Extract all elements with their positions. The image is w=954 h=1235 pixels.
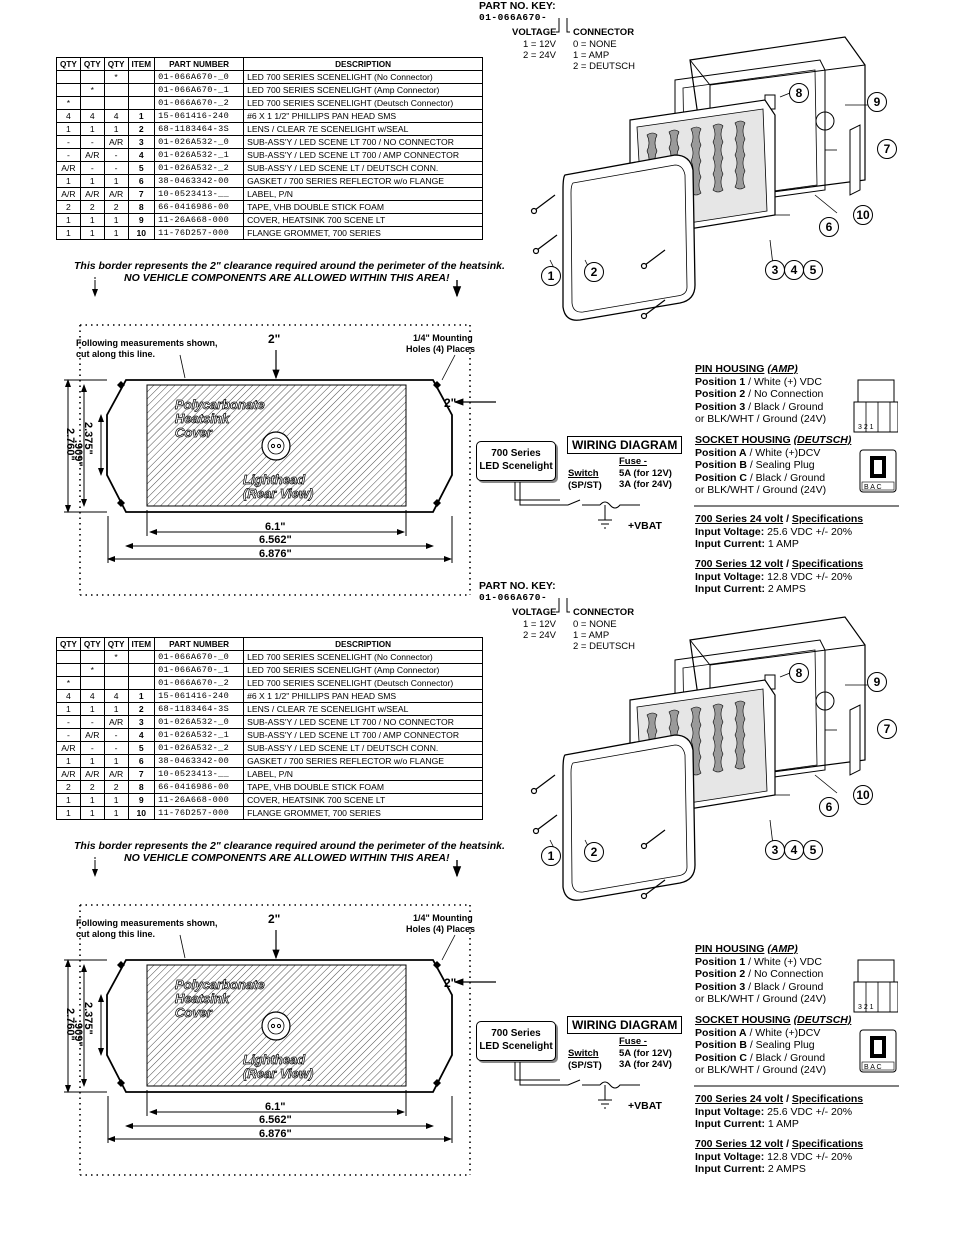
mounting-note-line-2: Holes (4) Places xyxy=(406,344,476,354)
table-cell: 1 xyxy=(104,755,128,768)
table-cell: * xyxy=(104,71,128,84)
table-row xyxy=(57,729,483,742)
callout-1: 1 xyxy=(541,846,561,866)
table-cell xyxy=(128,664,155,677)
table-cell: 1 xyxy=(104,214,128,227)
exploded-assembly-drawing xyxy=(525,25,925,325)
table-cell: 01-026A532-_2 xyxy=(155,742,244,755)
table-row xyxy=(57,742,483,755)
table-cell: 11-76D257-000 xyxy=(155,807,244,820)
table-cell: 1 xyxy=(80,703,104,716)
instruction-sheet-2 xyxy=(0,580,954,1180)
table-row xyxy=(57,149,483,162)
table-cell: * xyxy=(57,677,81,690)
table-cell: 1 xyxy=(104,123,128,136)
table-cell xyxy=(104,677,128,690)
table-cell: LABEL, P/N xyxy=(244,188,483,201)
pin-housing-amp: PIN HOUSING (AMP) Position 1 / White (+) VDC Position 2 / No Connection Position 3 / Black / Ground or BLK/WHT / Ground (24V) xyxy=(695,363,827,425)
table-cell: 11-26A668-000 xyxy=(155,214,244,227)
instruction-sheet-1 xyxy=(0,0,954,600)
column-header: ITEM xyxy=(128,638,155,651)
connector-option-2: 2 = DEUTSCH xyxy=(573,641,636,652)
table-cell xyxy=(80,677,104,690)
connector-option-0: 0 = NONE xyxy=(573,39,617,50)
scenelight-unit-box: 700 Series LED Scenelight xyxy=(476,1021,556,1061)
table-cell: - xyxy=(80,162,104,175)
table-cell: - xyxy=(104,729,128,742)
lighthead-label: Lighthead (Rear View) xyxy=(243,1052,314,1081)
callout-4: 4 xyxy=(784,840,804,860)
callout-6: 6 xyxy=(819,797,839,817)
voltage-option-1: 1 = 12V xyxy=(523,39,557,50)
column-header: QTY xyxy=(80,58,104,71)
table-row xyxy=(57,768,483,781)
table-cell: 38-0463342-00 xyxy=(155,175,244,188)
column-header: DESCRIPTION xyxy=(244,58,483,71)
table-cell: 2 xyxy=(104,781,128,794)
table-cell: 1 xyxy=(80,214,104,227)
table-cell: 01-066A670-_1 xyxy=(155,84,244,97)
table-cell: A/R xyxy=(104,716,128,729)
clearance-side-label: 2" xyxy=(444,396,457,410)
table-cell: 1 xyxy=(104,807,128,820)
table-cell: 1 xyxy=(80,755,104,768)
callout-1: 1 xyxy=(541,266,561,286)
table-cell: A/R xyxy=(57,768,81,781)
part-key-number: 01-066A670- xyxy=(479,592,548,603)
cover-label: Polycarbonate Heatsink Cover xyxy=(175,397,265,440)
clearance-warning: NO VEHICLE COMPONENTS ARE ALLOWED WITHIN THIS AREA! xyxy=(124,852,450,864)
table-cell: 15-061416-240 xyxy=(155,110,244,123)
table-cell: 8 xyxy=(128,201,155,214)
table-cell: 1 xyxy=(104,175,128,188)
width-6-876: 6.876" xyxy=(259,1128,292,1140)
table-row xyxy=(57,123,483,136)
table-cell: * xyxy=(80,84,104,97)
callout-3: 3 xyxy=(765,840,785,860)
part-key-number: 01-066A670- xyxy=(479,12,548,23)
parts-table xyxy=(56,57,483,240)
table-cell: LED 700 SERIES SCENELIGHT (Amp Connector) xyxy=(244,664,483,677)
lighthead-label: Lighthead (Rear View) xyxy=(243,472,314,501)
table-cell: 01-066A670-_0 xyxy=(155,71,244,84)
mounting-note-line-2: Holes (4) Places xyxy=(406,924,476,934)
spec-divider xyxy=(694,505,899,508)
column-header: PART NUMBER xyxy=(155,58,244,71)
table-row xyxy=(57,188,483,201)
table-cell: 1 xyxy=(80,227,104,240)
callout-8: 8 xyxy=(789,83,809,103)
table-cell: TAPE, VHB DOUBLE STICK FOAM xyxy=(244,201,483,214)
column-header: QTY xyxy=(104,638,128,651)
table-cell: * xyxy=(57,97,81,110)
table-row xyxy=(57,110,483,123)
table-cell: 10-0523413-__ xyxy=(155,188,244,201)
deutsch-pin-letters: B A C xyxy=(864,484,882,491)
table-cell xyxy=(104,97,128,110)
table-cell: - xyxy=(57,136,81,149)
table-cell: 1 xyxy=(104,703,128,716)
width-6-1: 6.1" xyxy=(265,1101,286,1113)
cut-note-line-1: Following measurements shown, xyxy=(76,338,218,348)
table-cell: 10 xyxy=(128,227,155,240)
table-cell: - xyxy=(104,162,128,175)
clearance-side-label: 2" xyxy=(444,976,457,990)
table-cell: SUB-ASS'Y / LED SCENE LT / DEUTSCH CONN. xyxy=(244,742,483,755)
table-row xyxy=(57,807,483,820)
cover-label: Polycarbonate Heatsink Cover xyxy=(175,977,265,1020)
table-cell: 01-066A670-_1 xyxy=(155,664,244,677)
table-cell: A/R xyxy=(57,742,81,755)
table-cell: - xyxy=(57,149,81,162)
table-cell: 8 xyxy=(128,781,155,794)
height-909: .909" xyxy=(72,1020,84,1047)
table-cell xyxy=(57,651,81,664)
scenelight-unit-box: 700 Series LED Scenelight xyxy=(476,441,556,481)
spec-24v: 700 Series 24 volt / Specifications Input Voltage: 25.6 VDC +/- 20% Input Current: 1 AMP xyxy=(695,513,864,550)
table-cell: 2 xyxy=(128,123,155,136)
table-row xyxy=(57,716,483,729)
width-6-562: 6.562" xyxy=(259,1114,292,1126)
parts-table-header xyxy=(57,58,483,71)
wiring-diagram-title: WIRING DIAGRAM xyxy=(567,436,682,454)
table-cell: 4 xyxy=(104,110,128,123)
table-cell xyxy=(57,664,81,677)
height-909: .909" xyxy=(72,440,84,467)
connector-option-1: 1 = AMP xyxy=(573,630,610,641)
table-cell: A/R xyxy=(80,188,104,201)
table-cell: * xyxy=(80,664,104,677)
socket-housing-deutsch: SOCKET HOUSING (DEUTSCH) Position A / White (+)DCV Position B / Sealing Plug Position C / Black / Ground or BLK/WHT / Ground (24V) xyxy=(695,434,852,496)
height-2-760: 2.760" xyxy=(64,428,76,461)
table-cell: - xyxy=(104,149,128,162)
table-row xyxy=(57,664,483,677)
table-cell: 4 xyxy=(104,690,128,703)
table-cell: 01-066A670-_0 xyxy=(155,651,244,664)
table-cell xyxy=(80,97,104,110)
table-cell: 4 xyxy=(128,149,155,162)
cut-note-line-1: Following measurements shown, xyxy=(76,918,218,928)
clearance-warning: NO VEHICLE COMPONENTS ARE ALLOWED WITHIN THIS AREA! xyxy=(124,272,450,284)
width-6-562: 6.562" xyxy=(259,534,292,546)
table-cell: A/R xyxy=(80,729,104,742)
table-cell: SUB-ASS'Y / LED SCENE LT 700 / AMP CONNECTOR xyxy=(244,729,483,742)
spec-12v: 700 Series 12 volt / Specifications Input Voltage: 12.8 VDC +/- 20% Input Current: 2 AMPS xyxy=(695,558,864,595)
amp-pin-numbers: 3 2 1 xyxy=(858,1004,874,1011)
table-cell: LED 700 SERIES SCENELIGHT (No Connector) xyxy=(244,651,483,664)
table-cell: A/R xyxy=(104,136,128,149)
parts-table-header xyxy=(57,638,483,651)
table-cell: 6 xyxy=(128,755,155,768)
amp-pin-numbers: 3 2 1 xyxy=(858,424,874,431)
table-cell: 5 xyxy=(128,742,155,755)
height-2-375: 2.375" xyxy=(82,422,94,455)
spec-12v: 700 Series 12 volt / Specifications Input Voltage: 12.8 VDC +/- 20% Input Current: 2 AMPS xyxy=(695,1138,864,1175)
table-cell: 2 xyxy=(57,201,81,214)
table-row xyxy=(57,794,483,807)
vbat-label: +VBAT xyxy=(628,1100,662,1112)
table-cell: 66-0416986-00 xyxy=(155,201,244,214)
table-cell: SUB-ASS'Y / LED SCENE LT / DEUTSCH CONN. xyxy=(244,162,483,175)
table-cell: 01-026A532-_1 xyxy=(155,729,244,742)
voltage-label: VOLTAGE xyxy=(512,27,557,38)
table-cell: SUB-ASS'Y / LED SCENE LT 700 / AMP CONNECTOR xyxy=(244,149,483,162)
column-header: PART NUMBER xyxy=(155,638,244,651)
table-cell: SUB-ASS'Y / LED SCENE LT 700 / NO CONNECTOR xyxy=(244,136,483,149)
parts-table-body xyxy=(57,71,483,240)
socket-housing-deutsch: SOCKET HOUSING (DEUTSCH) Position A / White (+)DCV Position B / Sealing Plug Position C / Black / Ground or BLK/WHT / Ground (24V) xyxy=(695,1014,852,1076)
table-cell: 1 xyxy=(57,214,81,227)
voltage-option-2: 2 = 24V xyxy=(523,630,557,641)
table-cell: 6 xyxy=(128,175,155,188)
table-row xyxy=(57,227,483,240)
column-header: DESCRIPTION xyxy=(244,638,483,651)
spec-24v: 700 Series 24 volt / Specifications Input Voltage: 25.6 VDC +/- 20% Input Current: 1 AMP xyxy=(695,1093,864,1130)
connector-option-0: 0 = NONE xyxy=(573,619,617,630)
table-cell: A/R xyxy=(104,768,128,781)
table-row xyxy=(57,136,483,149)
table-cell: 68-1183464-3S xyxy=(155,123,244,136)
column-header: QTY xyxy=(80,638,104,651)
callout-2: 2 xyxy=(584,262,604,282)
table-row xyxy=(57,84,483,97)
table-cell: 01-026A532-_1 xyxy=(155,149,244,162)
clearance-note: This border represents the 2" clearance required around the perimeter of the heatsink. xyxy=(74,260,505,272)
connector-option-2: 2 = DEUTSCH xyxy=(573,61,636,72)
switch-label: Switch (SP/ST) xyxy=(568,1048,602,1071)
column-header: QTY xyxy=(104,58,128,71)
connector-label: CONNECTOR xyxy=(573,607,635,618)
callout-7: 7 xyxy=(877,719,897,739)
table-cell xyxy=(80,71,104,84)
table-cell: A/R xyxy=(80,149,104,162)
table-cell: 01-026A532-_2 xyxy=(155,162,244,175)
table-row xyxy=(57,214,483,227)
fuse-label: Fuse - 5A (for 12V) 3A (for 24V) xyxy=(619,456,672,490)
table-cell: LENS / CLEAR 7E SCENELIGHT w/SEAL xyxy=(244,703,483,716)
wiring-diagram-title: WIRING DIAGRAM xyxy=(567,1016,682,1034)
width-6-876: 6.876" xyxy=(259,548,292,560)
parts-table-body xyxy=(57,651,483,820)
voltage-option-2: 2 = 24V xyxy=(523,50,557,61)
table-cell: LED 700 SERIES SCENELIGHT (No Connector) xyxy=(244,71,483,84)
table-cell: * xyxy=(104,651,128,664)
table-cell: GASKET / 700 SERIES REFLECTOR w/o FLANGE xyxy=(244,755,483,768)
table-cell: 38-0463342-00 xyxy=(155,755,244,768)
height-2-375: 2.375" xyxy=(82,1002,94,1035)
table-cell: 3 xyxy=(128,716,155,729)
table-cell: 1 xyxy=(104,794,128,807)
table-cell xyxy=(80,651,104,664)
table-cell: 2 xyxy=(57,781,81,794)
table-cell: GASKET / 700 SERIES REFLECTOR w/o FLANGE xyxy=(244,175,483,188)
table-cell: 01-026A532-_0 xyxy=(155,136,244,149)
table-cell: A/R xyxy=(57,188,81,201)
cut-note-line-2: cut along this line. xyxy=(76,929,156,939)
deutsch-pin-letters: B A C xyxy=(864,1064,882,1071)
table-cell: A/R xyxy=(104,188,128,201)
table-cell: 1 xyxy=(57,755,81,768)
table-cell: 66-0416986-00 xyxy=(155,781,244,794)
column-header: QTY xyxy=(57,58,81,71)
table-cell: 4 xyxy=(57,110,81,123)
callout-3: 3 xyxy=(765,260,785,280)
width-6-1: 6.1" xyxy=(265,521,286,533)
table-cell: 1 xyxy=(57,794,81,807)
table-cell xyxy=(104,84,128,97)
table-cell: - xyxy=(57,729,81,742)
table-cell: 01-066A670-_2 xyxy=(155,677,244,690)
parts-table xyxy=(56,637,483,820)
table-cell: 4 xyxy=(128,729,155,742)
callout-9: 9 xyxy=(867,672,887,692)
table-cell: 1 xyxy=(57,175,81,188)
table-cell: 3 xyxy=(128,136,155,149)
table-row xyxy=(57,201,483,214)
table-cell: 2 xyxy=(80,201,104,214)
table-cell: LENS / CLEAR 7E SCENELIGHT w/SEAL xyxy=(244,123,483,136)
callout-5: 5 xyxy=(803,840,823,860)
table-cell: 1 xyxy=(80,175,104,188)
callout-10: 10 xyxy=(853,785,873,805)
spec-divider xyxy=(694,1085,899,1088)
table-cell: - xyxy=(57,716,81,729)
table-cell: 9 xyxy=(128,214,155,227)
table-cell: 9 xyxy=(128,794,155,807)
clearance-note: This border represents the 2" clearance required around the perimeter of the heatsink. xyxy=(74,840,505,852)
connector-label: CONNECTOR xyxy=(573,27,635,38)
table-row xyxy=(57,690,483,703)
table-cell: 1 xyxy=(80,794,104,807)
table-cell: 4 xyxy=(57,690,81,703)
table-cell: 7 xyxy=(128,188,155,201)
callout-2: 2 xyxy=(584,842,604,862)
clearance-top-label: 2" xyxy=(268,912,281,926)
pin-housing-amp: PIN HOUSING (AMP) Position 1 / White (+) VDC Position 2 / No Connection Position 3 / Black / Ground or BLK/WHT / Ground (24V) xyxy=(695,943,827,1005)
table-cell: 11-26A668-000 xyxy=(155,794,244,807)
table-cell: - xyxy=(80,742,104,755)
table-cell: 10 xyxy=(128,807,155,820)
table-cell: 4 xyxy=(80,110,104,123)
table-row xyxy=(57,703,483,716)
voltage-option-1: 1 = 12V xyxy=(523,619,557,630)
exploded-assembly-drawing xyxy=(525,605,925,905)
connector-option-1: 1 = AMP xyxy=(573,50,610,61)
callout-4: 4 xyxy=(784,260,804,280)
table-cell xyxy=(57,71,81,84)
table-cell: 01-066A670-_2 xyxy=(155,97,244,110)
table-row xyxy=(57,71,483,84)
table-cell: 1 xyxy=(128,690,155,703)
table-row xyxy=(57,651,483,664)
table-cell: 1 xyxy=(80,807,104,820)
table-cell: 5 xyxy=(128,162,155,175)
table-cell: TAPE, VHB DOUBLE STICK FOAM xyxy=(244,781,483,794)
table-cell xyxy=(128,84,155,97)
table-cell: 2 xyxy=(128,703,155,716)
part-key-title: PART NO. KEY: xyxy=(479,0,556,12)
table-cell: LED 700 SERIES SCENELIGHT (Deutsch Connector) xyxy=(244,677,483,690)
callout-5: 5 xyxy=(803,260,823,280)
height-2-760: 2.760" xyxy=(64,1008,76,1041)
table-cell: FLANGE GROMMET, 700 SERIES xyxy=(244,807,483,820)
part-key-title: PART NO. KEY: xyxy=(479,580,556,592)
table-cell: 1 xyxy=(57,227,81,240)
table-cell: #6 X 1 1/2" PHILLIPS PAN HEAD SMS xyxy=(244,110,483,123)
table-row xyxy=(57,175,483,188)
callout-8: 8 xyxy=(789,663,809,683)
table-cell: FLANGE GROMMET, 700 SERIES xyxy=(244,227,483,240)
table-cell: - xyxy=(80,716,104,729)
table-cell: 2 xyxy=(104,201,128,214)
table-cell: 1 xyxy=(80,123,104,136)
table-cell: COVER, HEATSINK 700 SCENE LT xyxy=(244,214,483,227)
table-cell: 1 xyxy=(128,110,155,123)
table-cell xyxy=(57,84,81,97)
table-cell: LABEL, P/N xyxy=(244,768,483,781)
cut-note-line-2: cut along this line. xyxy=(76,349,156,359)
table-cell: 2 xyxy=(80,781,104,794)
table-cell: 15-061416-240 xyxy=(155,690,244,703)
mounting-note-line-1: 1/4" Mounting xyxy=(413,913,473,923)
fuse-label: Fuse - 5A (for 12V) 3A (for 24V) xyxy=(619,1036,672,1070)
table-cell: LED 700 SERIES SCENELIGHT (Deutsch Connector) xyxy=(244,97,483,110)
table-cell: A/R xyxy=(80,768,104,781)
callout-10: 10 xyxy=(853,205,873,225)
switch-label: Switch (SP/ST) xyxy=(568,468,602,491)
mounting-note-line-1: 1/4" Mounting xyxy=(413,333,473,343)
table-row xyxy=(57,162,483,175)
table-cell: - xyxy=(80,136,104,149)
table-cell: SUB-ASS'Y / LED SCENE LT 700 / NO CONNECTOR xyxy=(244,716,483,729)
table-cell xyxy=(128,677,155,690)
table-cell xyxy=(128,97,155,110)
table-row xyxy=(57,97,483,110)
callout-7: 7 xyxy=(877,139,897,159)
voltage-label: VOLTAGE xyxy=(512,607,557,618)
table-cell: 01-026A532-_0 xyxy=(155,716,244,729)
table-cell: 4 xyxy=(80,690,104,703)
column-header: ITEM xyxy=(128,58,155,71)
table-cell: 68-1183464-3S xyxy=(155,703,244,716)
table-cell: 1 xyxy=(57,807,81,820)
table-cell: 11-76D257-000 xyxy=(155,227,244,240)
callout-9: 9 xyxy=(867,92,887,112)
table-cell: - xyxy=(104,742,128,755)
clearance-top-label: 2" xyxy=(268,332,281,346)
table-cell: 7 xyxy=(128,768,155,781)
table-cell: 1 xyxy=(57,703,81,716)
table-cell: A/R xyxy=(57,162,81,175)
callout-6: 6 xyxy=(819,217,839,237)
table-row xyxy=(57,781,483,794)
table-row xyxy=(57,677,483,690)
table-cell: 1 xyxy=(57,123,81,136)
table-cell xyxy=(128,71,155,84)
vbat-label: +VBAT xyxy=(628,520,662,532)
table-cell xyxy=(128,651,155,664)
table-row xyxy=(57,755,483,768)
table-cell: #6 X 1 1/2" PHILLIPS PAN HEAD SMS xyxy=(244,690,483,703)
table-cell xyxy=(104,664,128,677)
column-header: QTY xyxy=(57,638,81,651)
table-cell: 10-0523413-__ xyxy=(155,768,244,781)
table-cell: LED 700 SERIES SCENELIGHT (Amp Connector) xyxy=(244,84,483,97)
table-cell: 1 xyxy=(104,227,128,240)
table-cell: COVER, HEATSINK 700 SCENE LT xyxy=(244,794,483,807)
